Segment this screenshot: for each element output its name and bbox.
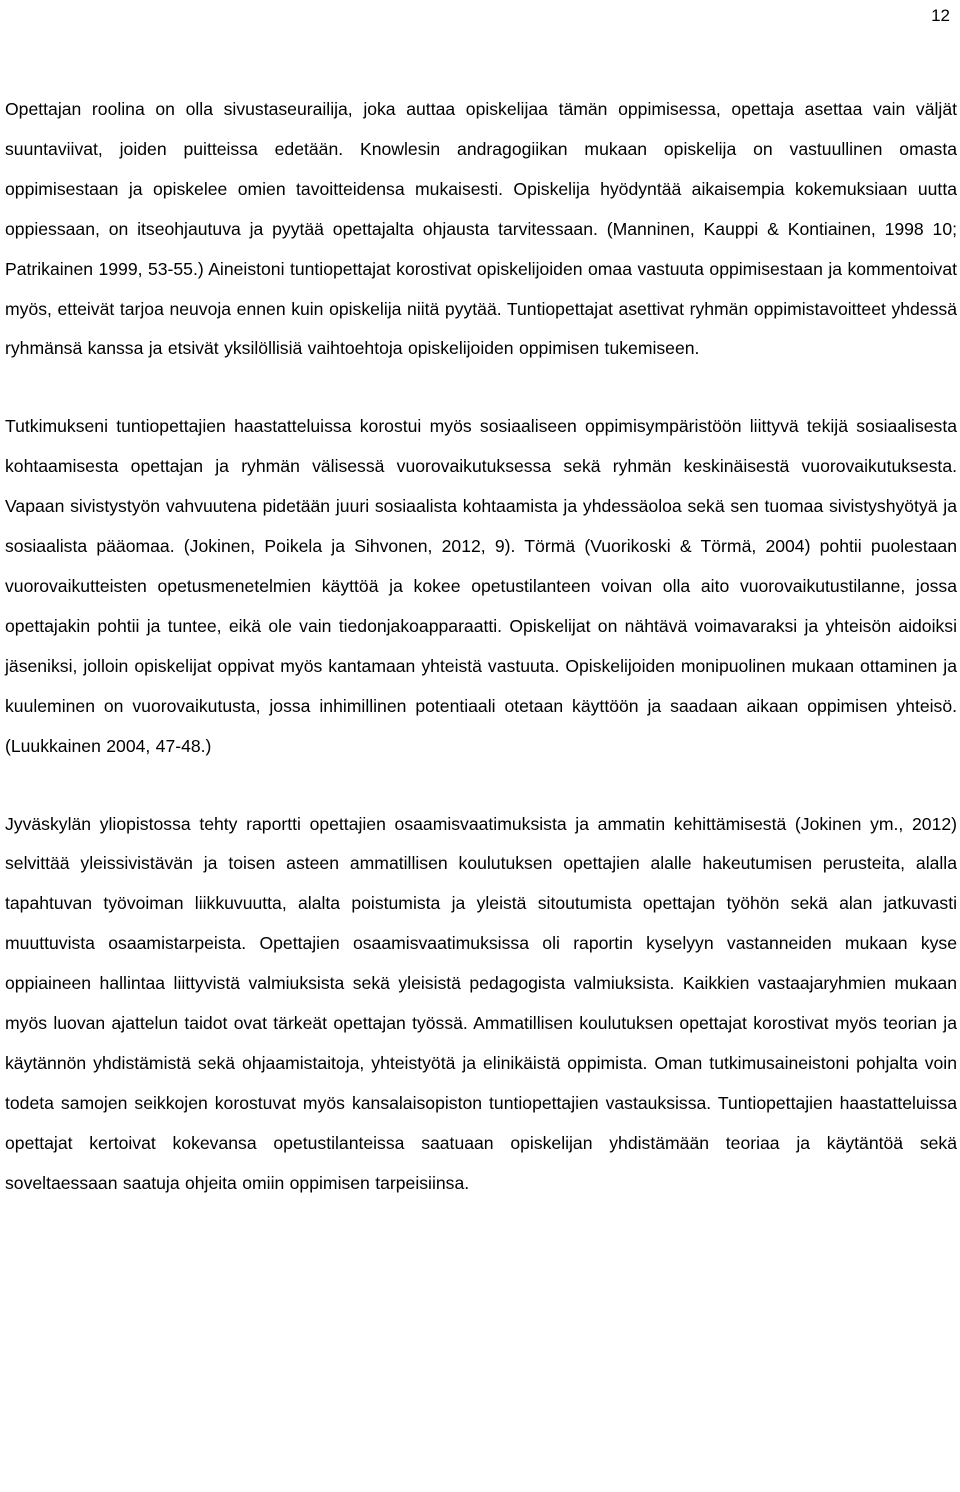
- paragraph-gap: [5, 767, 957, 805]
- page-number: 12: [931, 6, 950, 25]
- paragraph-3: Jyväskylän yliopistossa tehty raportti opettajien osaamisvaatimuksista ja ammatin kehittämisestä (Jokinen ym., 2012) selvittää yleissivistävän ja toisen asteen ammatillisen koulutuksen opettajien alalle hakeutumisen perusteita, alalla tapahtuvan työvoiman liikkuvuutta, alalta poistumista ja yleistä sitoutumista opettajan työhön sekä alan jatkuvasti muuttuvista osaamistarpeista. Opettajien osaamisvaatimuksissa oli raportin kyselyyn vastanneiden mukaan kyse oppiaineen hallintaa liittyvistä valmiuksista sekä yleisistä pedagogista valmiuksista. Kaikkien vastaajaryhmien mukaan myös luovan ajattelun taidot ovat tärkeät opettajan työssä. Ammatillisen koulutuksen opettajat korostivat myös teorian ja käytännön yhdistämistä sekä ohjaamistaitoja, yhteistyötä ja elinikäistä oppimista. Oman tutkimusaineistoni pohjalta voin todeta samojen seikkojen korostuvat myös kansalaisopiston tuntiopettajien vastauksissa. Tuntiopettajien haastatteluissa opettajat kertoivat kokevansa opetustilanteissa saatuaan opiskelijan yhdistämään teoriaa ja käytäntöä sekä soveltaessaan saatuja ohjeita omiin oppimisen tarpeisiinsa.: [5, 813, 957, 1193]
- paragraph-1: Opettajan roolina on olla sivustaseurailija, joka auttaa opiskelijaa tämän oppimisessa, opettaja asettaa vain väljät suuntaviivat, joiden puitteissa edetään. Knowlesin andragogiikan mukaan opiskelija on vastuullinen omasta oppimisestaan ja opiskelee omien tavoitteidensa mukaisesti. Opiskelija hyödyntää aikaisempia kokemuksiaan uutta oppiessaan, on itseohjautuva ja pyytää opettajalta ohjausta tarvitessaan. (Manninen, Kauppi & Kontiainen, 1998 10; Patrikainen 1999, 53-55.) Aineistoni tuntiopettajat korostivat opiskelijoiden omaa vastuuta oppimisestaan ja kommentoivat myös, etteivät tarjoa neuvoja ennen kuin opiskelija niitä pyytää. Tuntiopettajat asettivat ryhmän oppimistavoitteet yhdessä ryhmänsä kanssa ja etsivät yksilöllisiä vaihtoehtoja opiskelijoiden oppimisen tukemiseen.: [5, 99, 957, 359]
- paragraph-2: Tutkimukseni tuntiopettajien haastatteluissa korostui myös sosiaaliseen oppimisympäristöön liittyvä tekijä sosiaalisesta kohtaamisesta opettajan ja ryhmän välisessä vuorovaikutuksessa sekä ryhmän keskinäisestä vuorovaikutuksesta. Vapaan sivistystyön vahvuutena pidetään juuri sosiaalista kohtaamista ja yhdessäoloa sekä sen tuomaa sivistyshyötyä ja sosiaalista pääomaa. (Jokinen, Poikela ja Sihvonen, 2012, 9). Törmä (Vuorikoski & Törmä, 2004) pohtii puolestaan vuorovaikutteisten opetusmenetelmien käyttöä ja kokee opetustilanteen voivan olla aito vuorovaikutustilanne, jossa opettajakin pohtii ja tuntee, eikä ole vain tiedonjakoapparaatti. Opiskelijat on nähtävä voimavaraksi ja yhteisön aidoiksi jäseniksi, jolloin opiskelijat oppivat myös kantamaan yhteistä vastuuta. Opiskelijoiden monipuolinen mukaan ottaminen ja kuuleminen on vuorovaikutusta, jossa inhimillinen potentiaali otetaan käyttöön ja saadaan aikaan oppimisen yhteisö. (Luukkainen 2004, 47-48.): [5, 416, 957, 756]
- paragraph-gap: [5, 369, 957, 407]
- document-body: [5, 90, 957, 1204]
